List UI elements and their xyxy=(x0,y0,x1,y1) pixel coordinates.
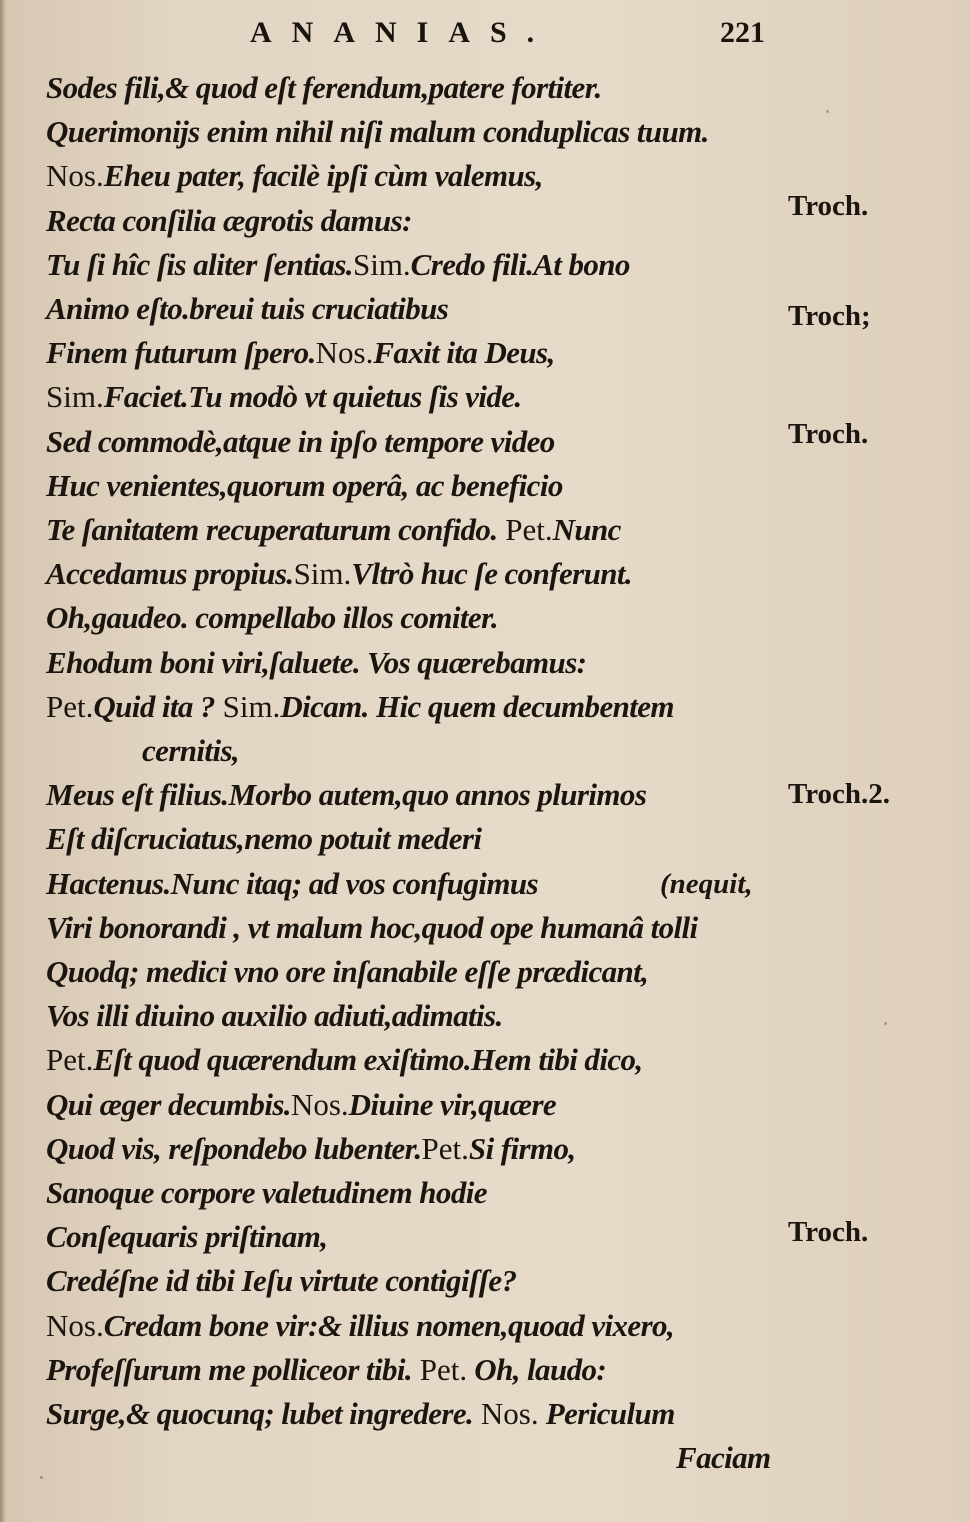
verse-line xyxy=(46,643,586,683)
verse-text: Quod vis, reſpondebo lubenter. xyxy=(46,1130,422,1166)
verse-line xyxy=(46,908,698,948)
margin-note-3: Troch. xyxy=(788,418,869,450)
verse-line xyxy=(46,687,674,727)
verse-line xyxy=(676,1438,771,1478)
verse-text: Conſequaris priſtinam, xyxy=(46,1219,328,1255)
verse-text: Sanoque corpore valetudinem hodie xyxy=(46,1175,487,1210)
verse-text: Credéſne id tibi Ieſu virtute contigiſſe? xyxy=(46,1263,517,1299)
speaker-label: Nos. xyxy=(473,1396,539,1431)
margin-note-2: Troch; xyxy=(788,300,871,332)
verse-line xyxy=(46,1217,327,1257)
verse-text: Te ſanitatem recuperaturum confido. xyxy=(46,512,498,547)
paper-speck xyxy=(884,1022,887,1025)
speaker-label: Pet. xyxy=(412,1351,468,1387)
margin-note-4: Troch.2. xyxy=(788,778,891,810)
verse-text: Sed commodè,atque in ipſo tempore video xyxy=(46,423,555,459)
verse-text: Credam bone vir:& illius nomen,quoad vixero, xyxy=(103,1307,675,1343)
verse-text: cernitis, xyxy=(142,733,240,768)
page-gutter-shadow xyxy=(0,0,6,1522)
speaker-label: Pet. xyxy=(421,1130,469,1166)
verse-text: Viri bonorandi , vt malum hoc,quod ope humanâ tolli xyxy=(46,909,698,945)
verse-text: Quodq; medici vno ore inſanabile eſſe prædicant, xyxy=(46,954,649,989)
verse-text: Dicam. Hic quem decumbentem xyxy=(280,688,674,724)
verse-line xyxy=(46,1173,487,1213)
speaker-label: Nos. xyxy=(315,335,374,371)
verse-text: Eſt diſcruciatus,nemo potuit mederi xyxy=(46,821,482,857)
verse-line xyxy=(46,510,621,550)
speaker-label: Nos. xyxy=(46,158,104,194)
speaker-label: Pet. xyxy=(46,688,94,724)
verse-line xyxy=(46,996,503,1036)
speaker-label: Sim. xyxy=(214,688,281,724)
verse-line xyxy=(46,466,563,506)
speaker-label: Nos. xyxy=(290,1086,349,1122)
running-title: ANANIAS. xyxy=(250,16,555,49)
speaker-label: Pet. xyxy=(46,1042,94,1078)
margin-note-1: Troch. xyxy=(788,190,869,222)
verse-line xyxy=(46,598,498,638)
verse-text: Ehodum boni viri,ſaluete. Vos quærebamus: xyxy=(46,644,587,680)
verse-text: Surge,& quocunq; lubet ingredere. xyxy=(46,1396,474,1431)
verse-text: Profeſſurum me polliceor tibi. xyxy=(46,1351,413,1387)
verse-line xyxy=(46,333,555,373)
verse-text: Finem futurum ſpero. xyxy=(46,335,316,371)
turnover-fragment: (nequit, xyxy=(660,868,753,900)
verse-text: Faxit ita Deus, xyxy=(373,335,555,371)
verse-line xyxy=(46,1350,606,1390)
verse-text: Huc venientes,quorum operâ, ac beneficio xyxy=(46,467,563,503)
verse-line xyxy=(46,377,522,417)
verse-line xyxy=(46,1261,516,1301)
verse-text: Quid ita ? xyxy=(93,688,215,724)
speaker-label: Sim. xyxy=(46,379,104,415)
verse-text: Faciam xyxy=(676,1440,771,1476)
verse-line xyxy=(46,864,538,904)
verse-line xyxy=(46,554,632,594)
verse-line xyxy=(46,952,648,992)
verse-text: Oh,gaudeo. compellabo illos comiter. xyxy=(46,600,498,636)
verse-text: Nunc xyxy=(552,512,621,547)
verse-text: Vltrò huc ſe conferunt. xyxy=(351,556,633,592)
verse-text: Si firmo, xyxy=(468,1130,576,1166)
verse-text: Oh, laudo: xyxy=(467,1351,607,1387)
verse-line xyxy=(46,245,630,285)
margin-note-5: Troch. xyxy=(788,1216,869,1248)
verse-line xyxy=(46,1085,556,1125)
verse-text: Periculum xyxy=(538,1396,675,1431)
page-number: 221 xyxy=(720,16,765,49)
verse-text: Tu ſi hîc ſis aliter ſentias. xyxy=(46,246,353,282)
speaker-label: Nos. xyxy=(46,1307,104,1343)
verse-text: Qui æger decumbis. xyxy=(46,1086,291,1122)
speaker-label: Pet. xyxy=(497,512,553,547)
verse-text: Diuine vir,quære xyxy=(348,1086,557,1122)
verse-line xyxy=(46,289,448,329)
verse-text: Eſt quod quærendum exiſtimo.Hem tibi dico, xyxy=(93,1042,643,1078)
verse-line xyxy=(46,1040,643,1080)
verse-line xyxy=(46,775,646,815)
speaker-label: Sim. xyxy=(293,556,352,592)
verse-line xyxy=(46,68,602,108)
paper-speck xyxy=(826,110,829,113)
verse-text: Meus eſt filius.Morbo autem,quo annos plurimos xyxy=(46,777,647,813)
verse-line xyxy=(142,731,239,771)
verse-line xyxy=(46,1129,576,1169)
verse-line xyxy=(46,1394,675,1434)
verse-text: Querimonijs enim nihil niſi malum conduplicas tuum. xyxy=(46,114,709,150)
verse-text: Faciet.Tu modò vt quietus ſis vide. xyxy=(103,379,522,415)
verse-line xyxy=(46,201,412,241)
verse-line xyxy=(46,819,481,859)
verse-line xyxy=(46,156,543,196)
verse-text: Eheu pater, facilè ipſi cùm valemus, xyxy=(103,158,543,194)
speaker-label: Sim. xyxy=(352,246,411,282)
verse-line xyxy=(46,112,709,152)
paper-speck xyxy=(40,1476,43,1479)
verse-text: Credo fili.At bono xyxy=(410,246,630,282)
verse-text: Accedamus propius. xyxy=(46,556,294,592)
verse-text: Vos illi diuino auxilio adiuti,adimatis. xyxy=(46,998,503,1034)
verse-text: Animo eſto.breui tuis cruciatibus xyxy=(46,291,449,326)
verse-text: Sodes fili,& quod eſt ferendum,patere fortiter. xyxy=(46,70,602,105)
verse-line xyxy=(46,1306,674,1346)
verse-line xyxy=(46,422,555,462)
verse-text: Recta conſilia ægrotis damus: xyxy=(46,202,412,238)
verse-text: Hactenus.Nunc itaq; ad vos confugimus xyxy=(46,865,538,901)
